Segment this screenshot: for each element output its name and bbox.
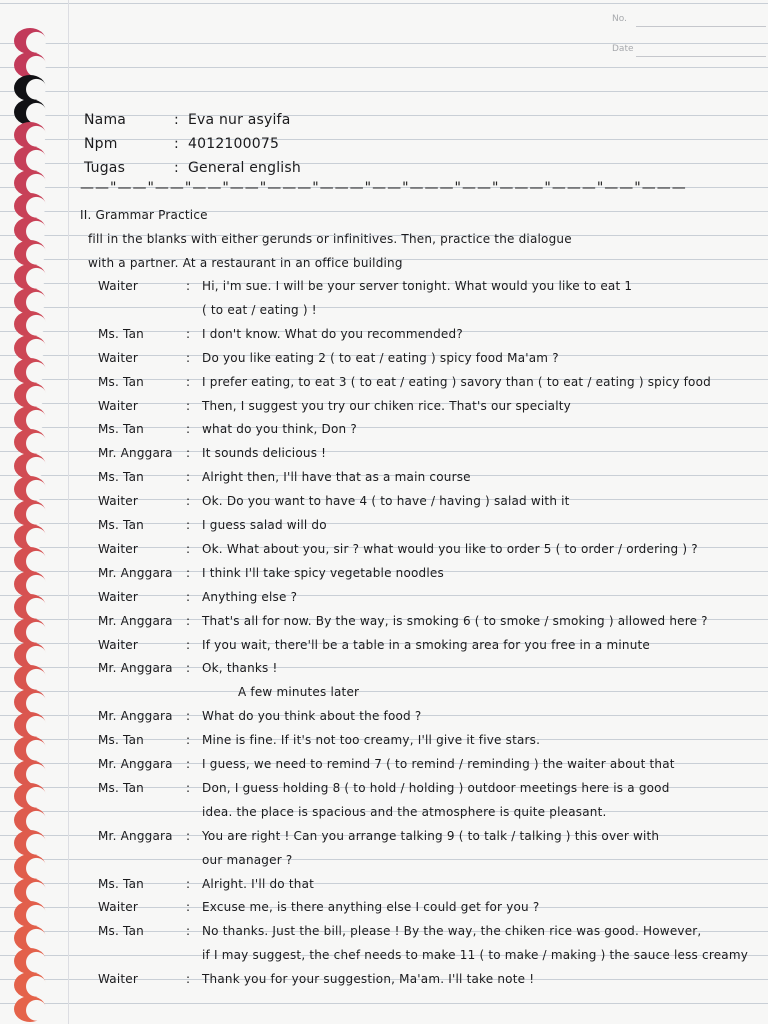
colon: : (174, 112, 179, 128)
dialogue-text: ( to eat / eating ) ! (202, 302, 317, 317)
speaker-name: Waiter (98, 279, 139, 293)
dialogue-text: It sounds delicious ! (202, 446, 327, 461)
instruction-text: with a partner. At a restaurant in an office building (88, 256, 403, 270)
dialogue-text: I guess, we need to remind 7 ( to remind / reminding ) the waiter about that (202, 757, 675, 771)
colon: : (186, 661, 191, 676)
dialogue-text: If you wait, there'll be a table in a smoking area for you free in a minute (202, 637, 650, 652)
dialogue-row (0, 658, 768, 682)
dialogue-row (0, 945, 768, 969)
dialogue-row (0, 587, 768, 611)
speaker-name: Ms. Tan (98, 518, 144, 532)
colon: : (186, 876, 191, 891)
speaker-name: Waiter (98, 350, 139, 365)
colon: : (186, 470, 191, 485)
speaker-name: Waiter (98, 972, 139, 987)
speaker-name: Ms. Tan (98, 326, 144, 341)
dialogue-row (0, 706, 768, 730)
header-value: 4012100075 (188, 136, 280, 152)
dialogue-row (0, 539, 768, 563)
dialogue-text: I guess salad will do (202, 518, 327, 532)
dialogue-row (0, 348, 768, 372)
binder-hole (14, 75, 46, 101)
colon: : (186, 900, 191, 915)
dialogue-text: I prefer eating, to eat 3 ( to eat / eating ) savory than ( to eat / eating ) spicy food (202, 374, 711, 389)
dialogue-row (0, 874, 768, 898)
dialogue-text: I don't know. What do you recommended? (202, 326, 463, 341)
dialogue-row (0, 635, 768, 659)
colon: : (186, 613, 191, 628)
speaker-name: Ms. Tan (98, 374, 144, 389)
colon: : (186, 518, 191, 532)
speaker-name: Mr. Anggara (98, 565, 173, 580)
dialogue-row (0, 515, 768, 539)
dialogue-text: No thanks. Just the bill, please ! By the way, the chiken rice was good. However, (202, 924, 702, 939)
dialogue-row (0, 467, 768, 491)
dialogue-text: Anything else ? (202, 589, 298, 604)
dialogue-row (0, 372, 768, 396)
dialogue-row (0, 730, 768, 754)
binder-hole (14, 996, 46, 1022)
dialogue-text: Ok. Do you want to have 4 ( to have / having ) salad with it (202, 494, 570, 509)
speaker-name: Mr. Anggara (98, 661, 173, 676)
header-label: Tugas (84, 160, 126, 176)
instruction-row (0, 229, 768, 253)
instruction-text: fill in the blanks with either gerunds or infinitives. Then, practice the dialogue (88, 232, 572, 246)
speaker-name: Ms. Tan (98, 780, 144, 795)
corner-no-line (636, 26, 766, 27)
speaker-name: Ms. Tan (98, 924, 144, 939)
dialogue-row (0, 396, 768, 420)
dialogue-text: what do you think, Don ? (202, 422, 357, 437)
dialogue-row (0, 300, 768, 324)
dash-separator: ——"——"——"——"——"———"———"——"———"——"———"———"——"——— (80, 180, 687, 196)
colon: : (186, 972, 191, 987)
colon: : (186, 924, 191, 939)
colon: : (186, 541, 191, 556)
speaker-name: Ms. Tan (98, 733, 144, 748)
dialogue-row (0, 754, 768, 778)
header-label: Npm (84, 136, 118, 152)
dialogue-text: Alright. I'll do that (202, 876, 315, 891)
dialogue-text: our manager ? (202, 852, 293, 867)
binder-hole (14, 28, 46, 54)
corner-no (612, 14, 627, 24)
colon: : (186, 757, 191, 771)
binder-hole (14, 52, 46, 78)
speaker-name: Waiter (98, 637, 139, 652)
instruction-row (0, 253, 768, 277)
speaker-name: Waiter (98, 589, 139, 604)
speaker-name: Ms. Tan (98, 876, 144, 891)
header-value: Eva nur asyifa (188, 112, 291, 128)
dialogue-row (0, 491, 768, 515)
colon: : (186, 326, 191, 341)
colon: : (186, 374, 191, 389)
dialogue-text: Hi, i'm sue. I will be your server tonight. What would you like to eat 1 (202, 279, 633, 293)
colon: : (186, 494, 191, 509)
dialogue-row (0, 443, 768, 467)
dialogue-row (0, 419, 768, 443)
corner-no-label: No. (612, 14, 627, 24)
speaker-name: Ms. Tan (98, 470, 144, 485)
dialogue-row (0, 276, 768, 300)
dialogue-text: Alright then, I'll have that as a main course (202, 470, 471, 485)
speaker-name: Mr. Anggara (98, 709, 173, 724)
dialogue-row (0, 921, 768, 945)
speaker-name: Mr. Anggara (98, 446, 173, 461)
dialogue-row (0, 611, 768, 635)
dialogue-row (0, 897, 768, 921)
dialogue-text: Don, I guess holding 8 ( to hold / holding ) outdoor meetings here is a good (202, 780, 670, 795)
header-value: General english (188, 160, 301, 176)
dialogue-text: Thank you for your suggestion, Ma'am. I'll take note ! (202, 972, 535, 987)
dialogue-row (0, 802, 768, 826)
scene-note: A few minutes later (238, 685, 360, 700)
corner-date-label: Date (612, 44, 634, 54)
dialogue-row (0, 563, 768, 587)
dialogue-row (0, 682, 768, 706)
speaker-name: Mr. Anggara (98, 757, 173, 771)
corner-date-line (636, 56, 766, 57)
colon: : (186, 589, 191, 604)
speaker-name: Mr. Anggara (98, 828, 173, 843)
colon: : (186, 279, 191, 293)
speaker-name: Ms. Tan (98, 422, 144, 437)
header-label: Nama (84, 112, 127, 128)
dialogue-row (0, 778, 768, 802)
dialogue-row (0, 850, 768, 874)
dialogue-text: You are right ! Can you arrange talking 9 ( to talk / talking ) this over with (202, 828, 660, 843)
header-row-name (0, 110, 768, 134)
dialogue-text: Then, I suggest you try our chiken rice. That's our specialty (202, 398, 571, 413)
colon: : (174, 136, 179, 152)
colon: : (174, 160, 179, 176)
colon: : (186, 637, 191, 652)
dialogue-text: if I may suggest, the chef needs to make 11 ( to make / making ) the sauce less creamy (202, 948, 749, 963)
colon: : (186, 565, 191, 580)
colon: : (186, 350, 191, 365)
corner-date (612, 44, 634, 54)
dialogue-text: I think I'll take spicy vegetable noodles (202, 565, 444, 580)
section-title-row (0, 205, 768, 229)
dialogue-text: Ok. What about you, sir ? what would you like to order 5 ( to order / ordering ) ? (202, 541, 698, 556)
speaker-name: Waiter (98, 494, 139, 509)
header-row-npm (0, 134, 768, 158)
colon: : (186, 446, 191, 461)
dialogue-text: Do you like eating 2 ( to eat / eating ) spicy food Ma'am ? (202, 350, 559, 365)
dialogue-text: What do you think about the food ? (202, 709, 422, 724)
colon: : (186, 398, 191, 413)
speaker-name: Waiter (98, 541, 139, 556)
speaker-name: Waiter (98, 398, 139, 413)
dialogue-row (0, 324, 768, 348)
dialogue-text: Ok, thanks ! (202, 661, 278, 676)
dialogue-row (0, 969, 768, 993)
dialogue-text: That's all for now. By the way, is smoking 6 ( to smoke / smoking ) allowed here ? (202, 613, 708, 628)
speaker-name: Mr. Anggara (98, 613, 173, 628)
speaker-name: Waiter (98, 900, 139, 915)
colon: : (186, 780, 191, 795)
dialogue-text: Mine is fine. If it's not too creamy, I'll give it five stars. (202, 733, 541, 748)
dialogue-row (0, 826, 768, 850)
colon: : (186, 733, 191, 748)
colon: : (186, 422, 191, 437)
header-row-task (0, 158, 768, 182)
section-title: II. Grammar Practice (80, 208, 208, 222)
colon: : (186, 709, 191, 724)
dialogue-text: idea. the place is spacious and the atmosphere is quite pleasant. (202, 804, 607, 819)
dialogue-text: Excuse me, is there anything else I could get for you ? (202, 900, 540, 915)
colon: : (186, 828, 191, 843)
